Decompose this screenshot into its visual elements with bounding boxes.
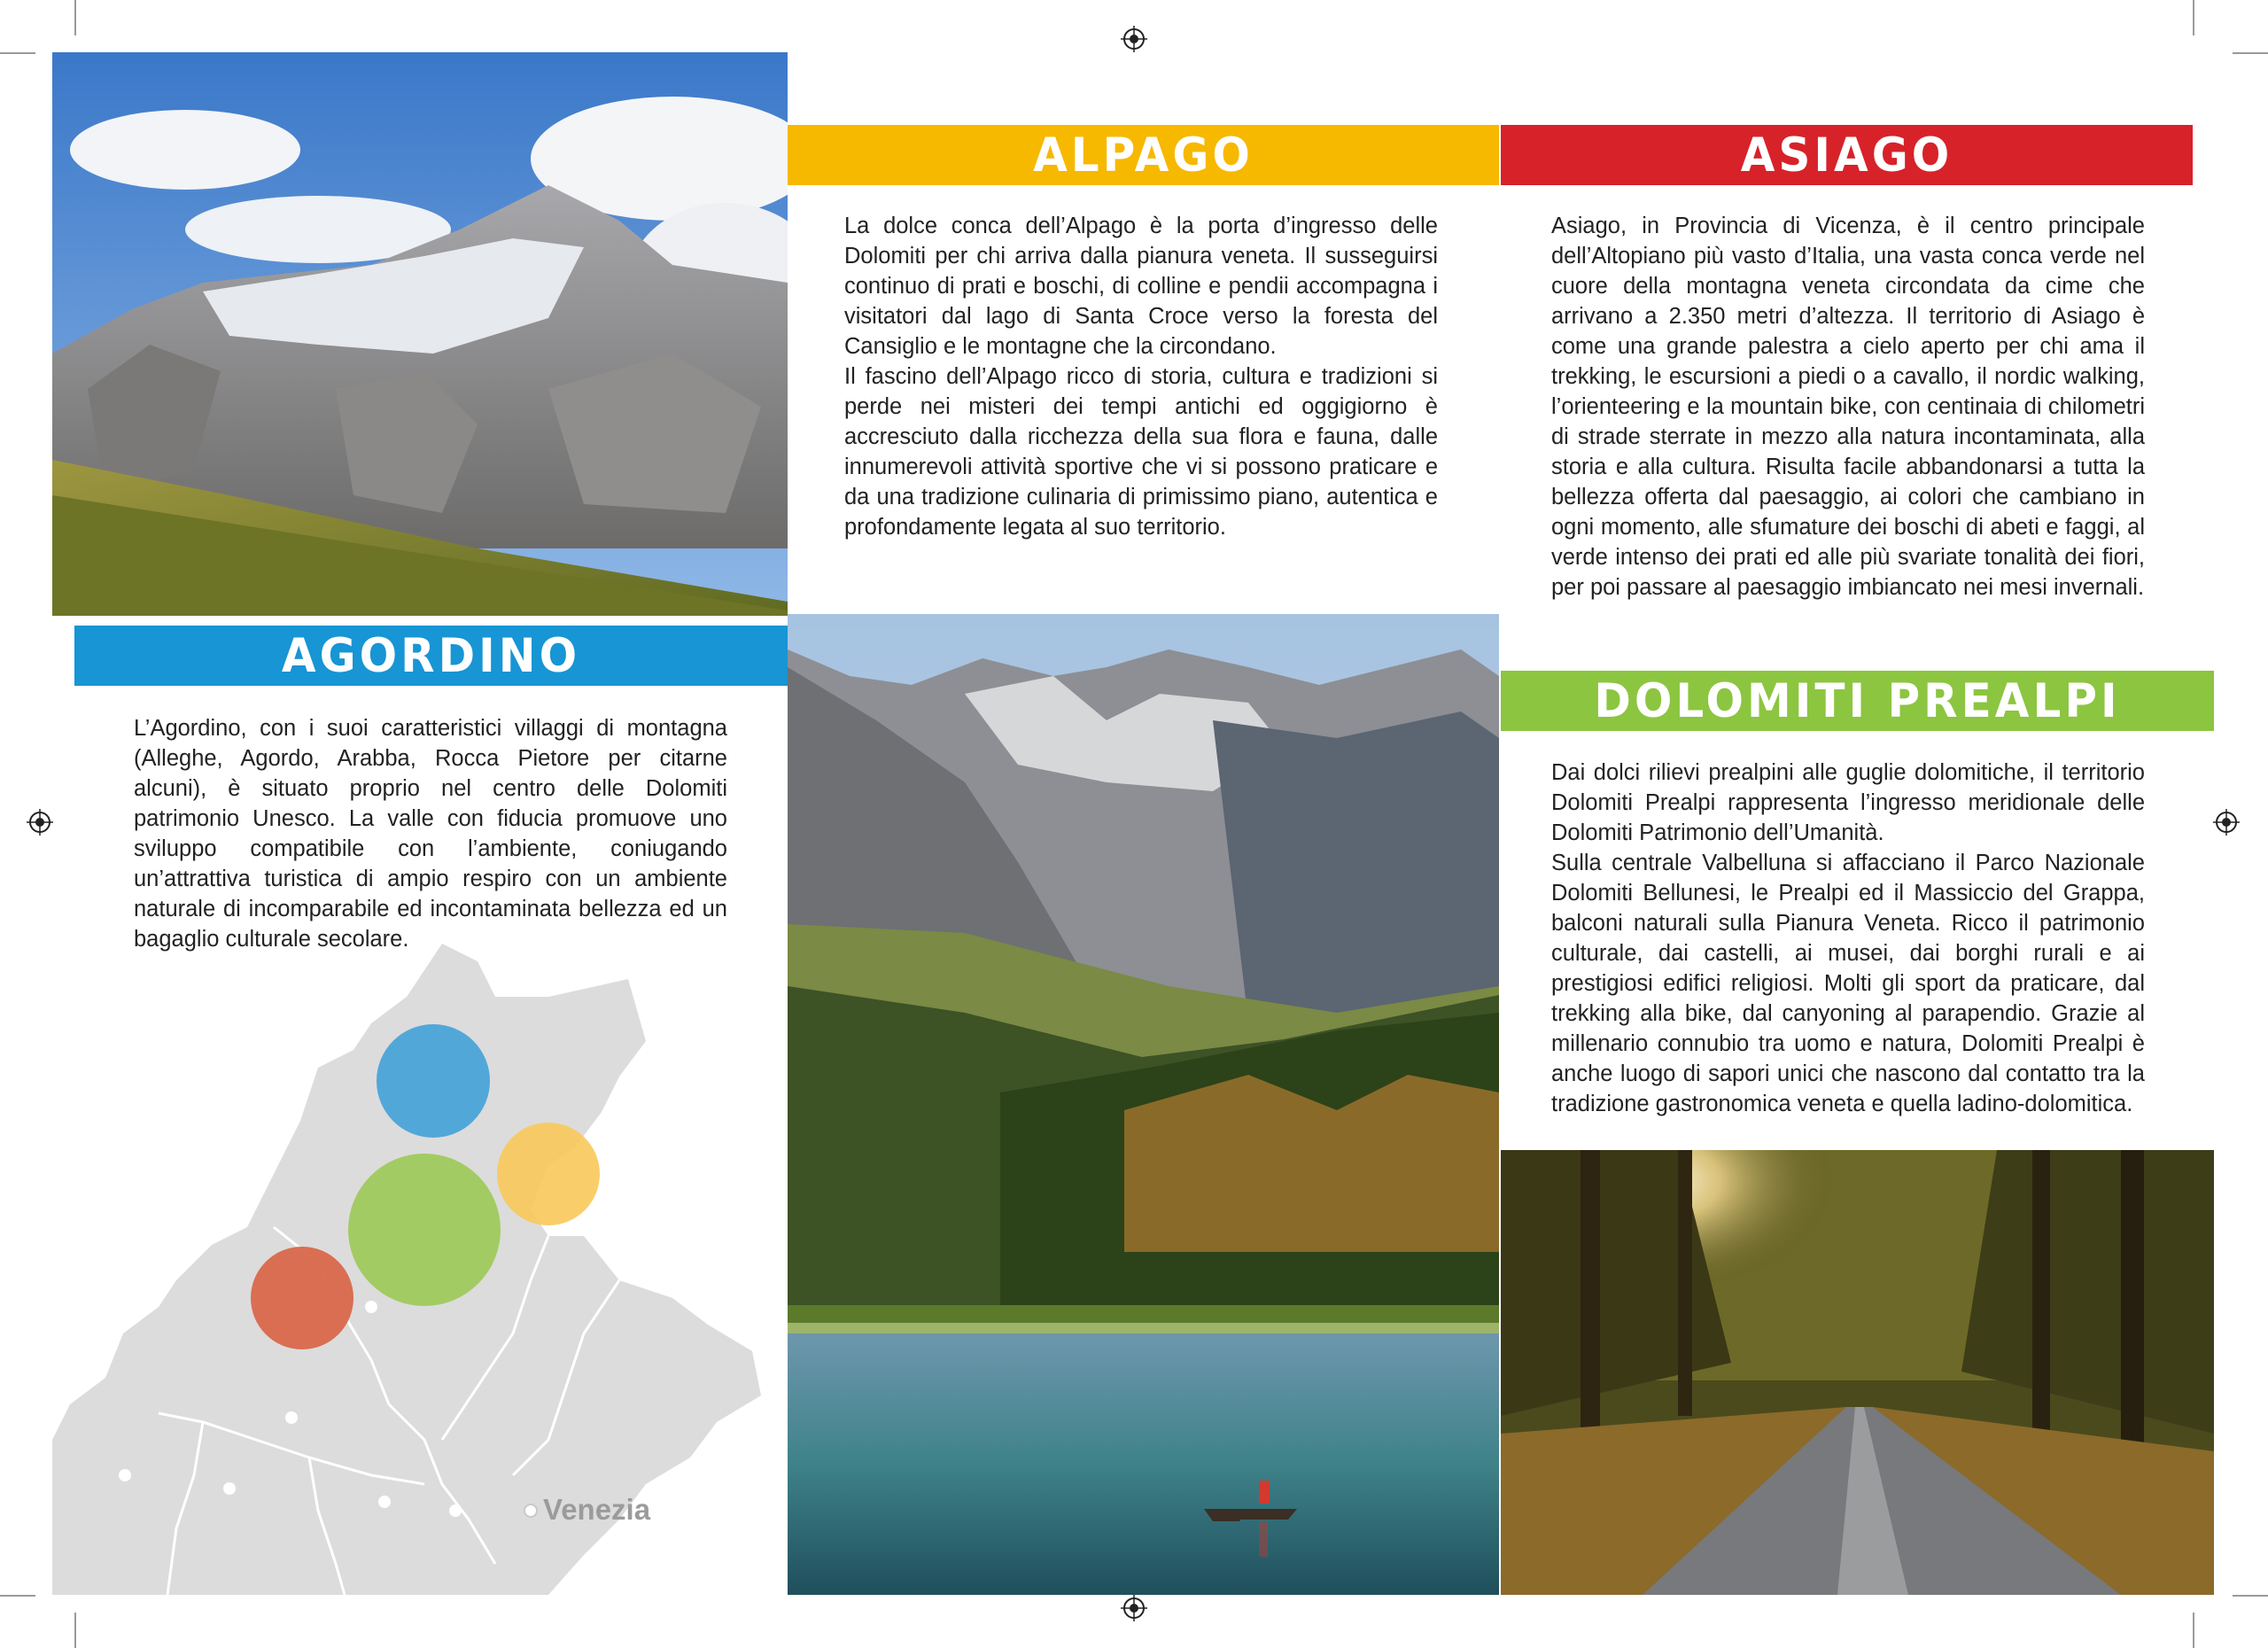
paragraph: L’Agordino, con i suoi caratteristici villaggi di montagna (Alleghe, Agordo, Arabba, Rocca Pietore per citarne alcuni), è situato proprio nel centro delle Dolomiti patrimonio Unesco. La valle con fiducia promuove uno sviluppo compatibile con l’ambiente, coniugando un’attrattiva turistica di ampio respiro con un ambiente naturale di incomparabile ed incontaminata bellezza ed un bagaglio culturale secolare. (134, 716, 727, 952)
registration-mark-top-icon (1121, 26, 1147, 52)
paragraph: Il fascino dell’Alpago ricco di storia, cultura e tradizioni si perde nei misteri dei tempi antichi ed oggigiorno è accresciuto dalla ricchezza della sua flora e fauna, dalle innumerevoli attività sportive che vi si possono praticare e da una tradizione culinaria di primissimo piano, autentica e profondamente legata al suo territorio. (844, 364, 1438, 540)
circle-asiago (251, 1247, 353, 1349)
photo-mountain-glacier (52, 52, 788, 616)
text-dolomiti-prealpi (1551, 758, 2145, 1119)
region-map (52, 944, 788, 1595)
crop-mark (0, 1595, 35, 1597)
paragraph: Dai dolci rilievi prealpini alle guglie dolomitiche, il territorio Dolomiti Prealpi rappresenta l’ingresso meridionale delle Dolomiti Patrimonio dell’Umanità. (1551, 760, 2145, 845)
circle-agordino (377, 1024, 490, 1138)
crop-mark (74, 0, 76, 35)
text-asiago (1551, 211, 2145, 602)
map-city-label: Venezia (543, 1493, 651, 1526)
registration-mark-left-icon (27, 809, 53, 836)
registration-mark-bottom-icon (1121, 1595, 1147, 1621)
crop-mark (2193, 0, 2194, 35)
crop-mark (2233, 52, 2268, 54)
banner-dolomiti-prealpi (1501, 671, 2214, 731)
circle-alpago (497, 1123, 600, 1225)
text-alpago (844, 211, 1438, 542)
photo-autumn-road (1501, 1150, 2214, 1595)
banner-alpago (788, 125, 1499, 185)
section-title-dolomiti-prealpi: DOLOMITI PREALPI (1594, 673, 2121, 728)
banner-agordino (74, 626, 788, 686)
paragraph: Sulla centrale Valbelluna si affacciano il Parco Nazionale Dolomiti Bellunesi, le Prealpi ed il Massiccio del Grappa, balconi naturali sulla Pianura Veneta. Ricco il patrimonio culturale, dai castelli, ai musei, dai borghi rurali e ai prestigiosi edifici religiosi. Molti gli sport da praticare, dal trekking alla bike, dal canyoning al parapendio. Grazie al millenario connubio tra uomo e natura, Dolomiti Prealpi è anche luogo di sapori unici che nascono dal contatto tra la tradizione gastronomica veneta e quella ladino-dolomitica. (1551, 851, 2145, 1116)
section-title-asiago: ASIAGO (1740, 128, 1953, 183)
paragraph: La dolce conca dell’Alpago è la porta d’ingresso delle Dolomiti per chi arriva dalla pianura veneta. Il susseguirsi continuo di prati e boschi, di colline e pendii accompagna i visitatori dal lago di Santa Croce verso la foresta del Cansiglio e le montagne che la circondano. (844, 214, 1438, 359)
section-title-agordino: AGORDINO (281, 628, 581, 683)
section-title-alpago: ALPAGO (1033, 128, 1254, 183)
circle-dolomiti-prealpi (348, 1154, 501, 1306)
registration-mark-right-icon (2213, 809, 2240, 836)
banner-asiago (1501, 125, 2193, 185)
crop-mark (2233, 1595, 2268, 1597)
text-agordino (134, 713, 727, 954)
crop-mark (2193, 1613, 2194, 1648)
crop-mark (0, 52, 35, 54)
photo-lake-valley (788, 614, 1499, 1595)
crop-mark (74, 1613, 76, 1648)
paragraph: Asiago, in Provincia di Vicenza, è il centro principale dell’Altopiano più vasto d’Italia, una vasta conca verde nel cuore della montagna veneta circondata da cime che arrivano a 2.350 metri d’altezza. Il territorio di Asiago è come una grande palestra a cielo aperto per chi ama il trekking, le escursioni a piedi o a cavallo, il nordic walking, l’orienteering e la mountain bike, con centinaia di chilometri di strade sterrate in mezzo alla natura incontaminata, alla storia e alla cultura. Risulta facile abbandonarsi a tutta la bellezza offerta dal paesaggio, ai colori che cambiano in ogni momento, alle sfumature dei boschi di abeti e faggi, al verde intenso dei prati ed alle più svariate tonalità dei fiori, per poi passare al paesaggio imbiancato nei mesi invernali. (1551, 214, 2145, 600)
